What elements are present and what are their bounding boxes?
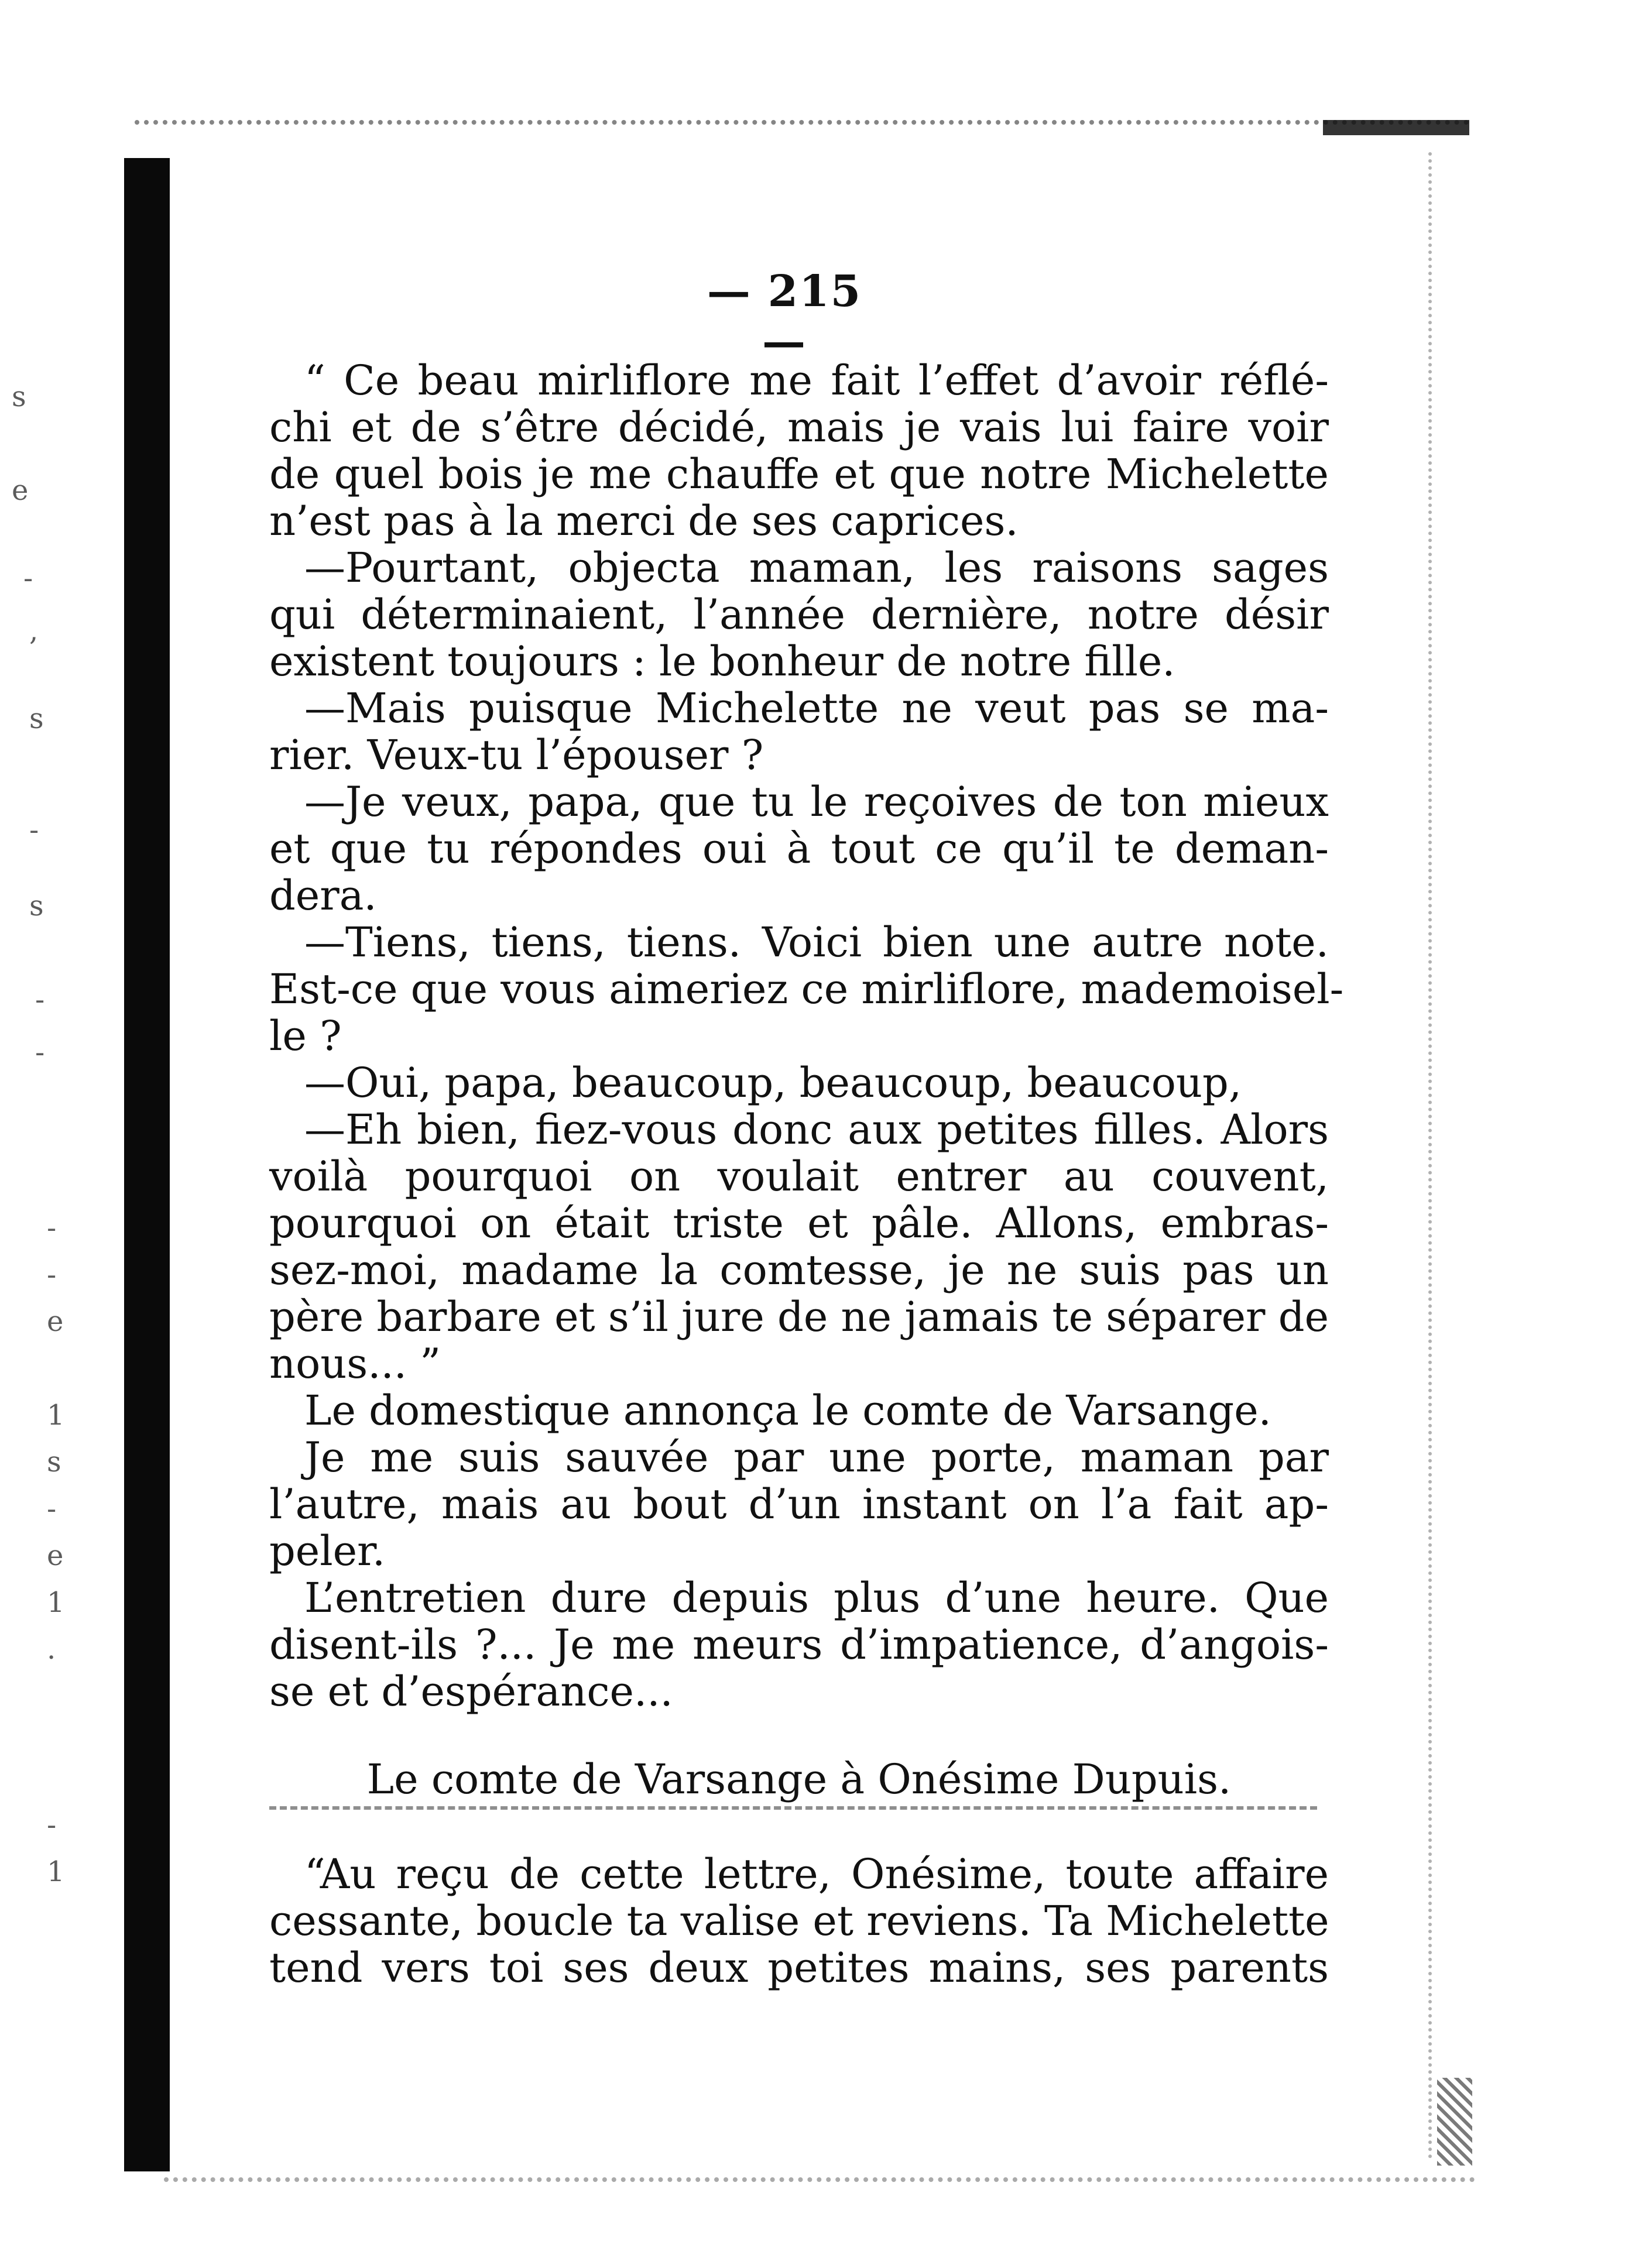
bottom-scan-edge xyxy=(164,2160,1475,2182)
text-line: sez-moi, madame la comtesse, je ne suis pas un xyxy=(269,1246,1329,1294)
margin-mark: s xyxy=(47,1446,61,1478)
binding-shadow xyxy=(124,158,170,2171)
margin-mark: - xyxy=(47,1258,57,1291)
margin-mark: , xyxy=(29,615,39,647)
body-text xyxy=(269,356,1344,1992)
margin-mark: 1 xyxy=(47,1586,65,1619)
top-scan-edge xyxy=(135,120,1469,141)
text-line: L’entretien dure depuis plus d’une heure. Que xyxy=(304,1574,1329,1622)
margin-mark: s xyxy=(29,890,44,922)
text-line: “Au reçu de cette lettre, Onésime, toute affaire xyxy=(304,1850,1329,1898)
margin-mark: - xyxy=(47,1492,57,1525)
text-line: —Je veux, papa, que tu le reçoives de ton mieux xyxy=(304,778,1329,826)
margin-mark: . xyxy=(47,1633,56,1666)
margin-mark: - xyxy=(35,1036,45,1069)
page-number: — 215 — xyxy=(707,266,862,367)
margin-mark: - xyxy=(47,1212,57,1244)
text-line: chi et de s’être décidé, mais je vais lui faire voir xyxy=(269,403,1329,451)
text-line: —Oui, papa, beaucoup, beaucoup, beaucoup, xyxy=(304,1059,1242,1107)
text-line: Le domestique annonça le comte de Varsange. xyxy=(304,1387,1271,1435)
text-line: cessante, boucle ta valise et reviens. Ta Michelette xyxy=(269,1897,1329,1945)
text-line: disent-ils ?... Je me meurs d’impatience, d’angois- xyxy=(269,1621,1329,1669)
margin-mark: - xyxy=(23,562,33,595)
top-scan-edge-dark xyxy=(1323,120,1469,135)
margin-mark: s xyxy=(29,702,44,735)
margin-mark: - xyxy=(29,814,39,846)
text-line: le ? xyxy=(269,1012,342,1060)
margin-mark: e xyxy=(47,1305,64,1338)
text-line: pourquoi on était triste et pâle. Allons, embras- xyxy=(269,1199,1329,1247)
right-scan-corner xyxy=(1437,2078,1472,2166)
text-line: se et d’espérance... xyxy=(269,1667,673,1715)
text-line: —Pourtant, objecta maman, les raisons sages xyxy=(304,544,1329,592)
text-line: l’autre, mais au bout d’un instant on l’a fait ap- xyxy=(269,1480,1329,1528)
margin-mark: 1 xyxy=(47,1855,65,1888)
margin-mark: - xyxy=(47,1809,57,1841)
margin-mark: 1 xyxy=(47,1399,65,1432)
text-line: nous... ” xyxy=(269,1340,441,1388)
text-line: n’est pas à la merci de ses caprices. xyxy=(269,497,1019,545)
text-line: rier. Veux-tu l’épouser ? xyxy=(269,731,764,779)
text-line: existent toujours : le bonheur de notre fille. xyxy=(269,637,1175,685)
text-line: —Tiens, tiens, tiens. Voici bien une autre note. xyxy=(304,918,1329,966)
text-line: dera. xyxy=(269,871,377,919)
text-line: de quel bois je me chauffe et que notre Michelette xyxy=(269,450,1329,498)
margin-mark: - xyxy=(35,983,45,1016)
right-scan-edge xyxy=(1428,152,1479,2160)
text-line: père barbare et s’il jure de ne jamais te séparer de xyxy=(269,1293,1329,1341)
text-line: qui déterminaient, l’année dernière, notre désir xyxy=(269,591,1329,639)
text-line: voilà pourquoi on voulait entrer au couvent, xyxy=(269,1152,1329,1200)
text-line: tend vers toi ses deux petites mains, ses parents xyxy=(269,1944,1329,1992)
section-gap xyxy=(269,1715,1329,1756)
text-line: —Mais puisque Michelette ne veut pas se ma- xyxy=(304,684,1329,732)
text-line: “ Ce beau mirliflore me fait l’effet d’avoir réflé- xyxy=(304,356,1329,404)
text-line: et que tu répondes oui à tout ce qu’il te deman- xyxy=(269,825,1329,873)
margin-mark: e xyxy=(47,1539,64,1572)
letter-heading: Le comte de Varsange à Onésime Dupuis. xyxy=(366,1755,1232,1803)
text-line: —Eh bien, fiez-vous donc aux petites filles. Alors xyxy=(304,1106,1329,1154)
text-line: Est-ce que vous aimeriez ce mirliflore, mademoisel- xyxy=(269,965,1344,1013)
margin-mark: s xyxy=(12,380,26,413)
text-line: peler. xyxy=(269,1527,386,1575)
text-line: Je me suis sauvée par une porte, maman par xyxy=(304,1433,1329,1481)
heading-underline-noise xyxy=(269,1806,1317,1833)
margin-mark: e xyxy=(12,474,29,507)
